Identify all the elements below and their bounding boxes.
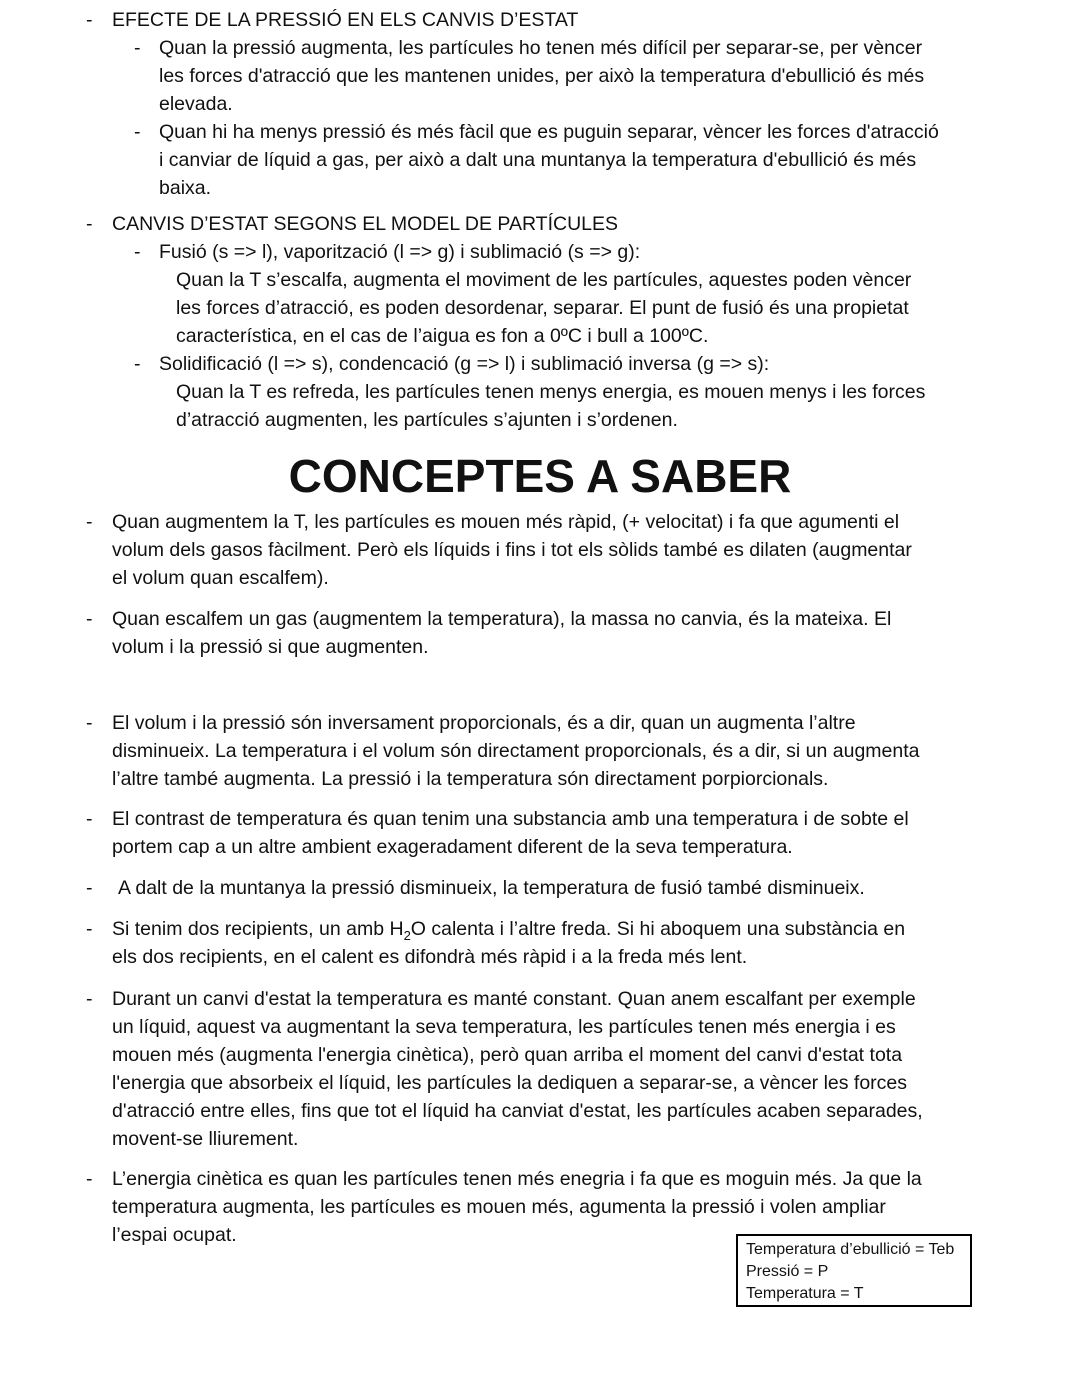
text-line: Quan la T es refreda, les partícules tenen menys energia, es mouen menys i les forces — [176, 381, 926, 403]
text-line: Quan la pressió augmenta, les partícules ho tenen més difícil per separar-se, per vèncer — [159, 37, 923, 59]
section-title-pressure-effect: EFECTE DE LA PRESSIÓ EN ELS CANVIS D’ESTAT — [112, 9, 579, 31]
text-fragment: Si tenim dos recipients, un amb H — [112, 918, 404, 940]
bullet-dash: - — [86, 918, 93, 940]
text-line: les forces d’atracció, es poden desordenar, separar. El punt de fusió és una propietat — [176, 297, 909, 319]
text-line: movent-se lliurement. — [112, 1128, 299, 1150]
bullet-dash: - — [86, 877, 93, 899]
text-line: baixa. — [159, 177, 212, 199]
text-line: els dos recipients, en el calent es difondrà més ràpid i a la freda més lent. — [112, 946, 748, 968]
text-line: Quan augmentem la T, les partícules es mouen més ràpid, (+ velocitat) i fa que agumenti el — [112, 511, 900, 533]
page-heading: CONCEPTES A SABER — [288, 450, 792, 502]
text-line: i canviar de líquid a gas, per això a dalt una muntanya la temperatura d'ebullició és més — [159, 149, 917, 171]
text-line: elevada. — [159, 93, 233, 115]
bullet-dash: - — [86, 1168, 93, 1190]
text-line: volum i la pressió si que augmenten. — [112, 636, 429, 658]
legend-box — [736, 1234, 972, 1307]
bullet-dash: - — [86, 808, 93, 830]
text-line: El volum i la pressió són inversament proporcionals, és a dir, quan un augmenta l’altre — [112, 712, 856, 734]
text-line: les forces d'atracció que les mantenen unides, per això la temperatura d'ebullició és més — [159, 65, 925, 87]
text-line: El contrast de temperatura és quan tenim una substancia amb una temperatura i de sobte el — [112, 808, 909, 830]
text-line: el volum quan escalfem). — [112, 567, 329, 589]
text-line: A dalt de la muntanya la pressió disminueix, la temperatura de fusió també disminueix. — [118, 877, 865, 899]
sub-item-label-fusion: Fusió (s => l), vaporització (l => g) i sublimació (s => g): — [159, 241, 641, 263]
text-line-h2o — [112, 915, 905, 943]
text-line: Quan la T s’escalfa, augmenta el moviment de les partícules, aquestes poden vèncer — [176, 269, 912, 291]
subscript-2: 2 — [403, 928, 411, 943]
sub-item-label-solidification: Solidificació (l => s), condencació (g => l) i sublimació inversa (g => s): — [159, 353, 770, 375]
legend-item: Pressió = P — [746, 1263, 829, 1280]
bullet-dash: - — [86, 213, 93, 235]
text-line: característica, en el cas de l’aigua es fon a 0ºC i bull a 100ºC. — [176, 325, 709, 347]
text-line: d'atracció entre elles, fins que tot el líquid ha canviat d'estat, les partícules acaben separades, — [112, 1100, 923, 1122]
text-line: un líquid, aquest va augmentant la seva temperatura, les partícules tenen més energia i es — [112, 1016, 896, 1038]
sub-bullet-dash: - — [134, 37, 141, 59]
bullet-dash: - — [86, 9, 93, 31]
sub-bullet-dash: - — [134, 353, 141, 375]
legend-item: Temperatura = T — [746, 1285, 864, 1302]
text-line: volum dels gasos fàcilment. Però els líquids i fins i tot els sòlids també es dilaten (augmentar — [112, 539, 912, 561]
text-line: Quan escalfem un gas (augmentem la temperatura), la massa no canvia, és la mateixa. El — [112, 608, 892, 630]
text-line: d’atracció augmenten, les partícules s’ajunten i s’ordenen. — [176, 409, 678, 431]
bullet-dash: - — [86, 511, 93, 533]
text-line: mouen més (augmenta l'energia cinètica), però quan arriba el moment del canvi d'estat tota — [112, 1044, 903, 1066]
sub-bullet-dash: - — [134, 241, 141, 263]
text-line: l’altre també augmenta. La pressió i la temperatura són directament porpiorcionals. — [112, 768, 829, 790]
legend-item: Temperatura d’ebullició = Teb — [746, 1241, 955, 1258]
text-line: disminueix. La temperatura i el volum són directament proporcionals, és a dir, si un augmenta — [112, 740, 920, 762]
text-line: Durant un canvi d'estat la temperatura es manté constant. Quan anem escalfant per exemple — [112, 988, 916, 1010]
text-line: l'energia que absorbeix el líquid, les partícules la dediquen a separar-se, a vèncer les forces — [112, 1072, 908, 1094]
text-line: l’espai ocupat. — [112, 1224, 237, 1246]
text-fragment: O calenta i l’altre freda. Si hi aboquem una substància en — [410, 918, 906, 940]
text-line: L’energia cinètica es quan les partícules tenen més enegria i fa que es moguin més. Ja que la — [112, 1168, 922, 1190]
bullet-dash: - — [86, 608, 93, 630]
text-line: portem cap a un altre ambient exageradament diferent de la seva temperatura. — [112, 836, 793, 858]
bullet-dash: - — [86, 988, 93, 1010]
text-line: temperatura augmenta, les partícules es mouen més, agumenta la pressió i volen ampliar — [112, 1196, 886, 1218]
text-line: Quan hi ha menys pressió és més fàcil que es puguin separar, vèncer les forces d'atracció — [159, 121, 939, 143]
section-title-state-changes: CANVIS D’ESTAT SEGONS EL MODEL DE PARTÍCULES — [112, 213, 619, 235]
sub-bullet-dash: - — [134, 121, 141, 143]
bullet-dash: - — [86, 712, 93, 734]
